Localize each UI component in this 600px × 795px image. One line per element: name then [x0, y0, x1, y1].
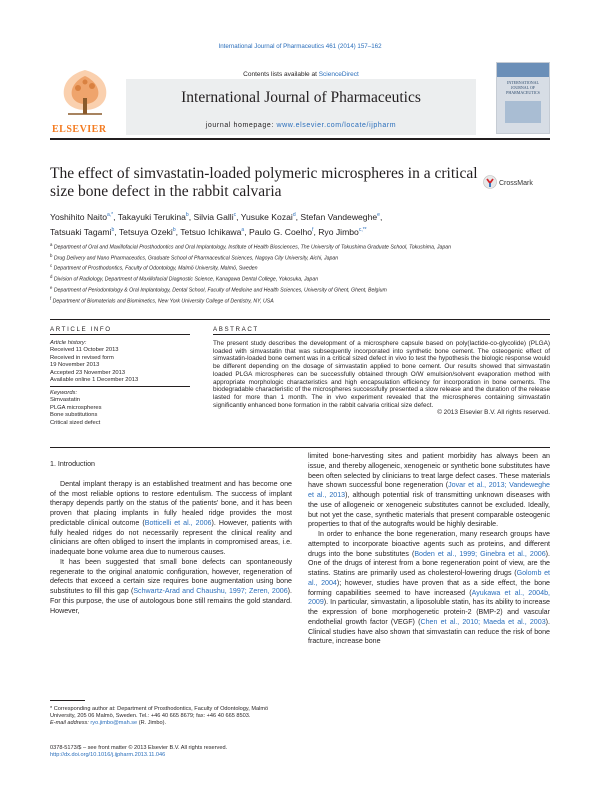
- affiliations: [50, 241, 550, 305]
- affiliation-item: [50, 273, 550, 284]
- contents-prefix: Contents lists available at: [243, 71, 317, 78]
- affiliation-item: [50, 262, 550, 273]
- crossmark-badge[interactable]: [483, 174, 543, 190]
- section-heading-introduction: 1. Introduction: [50, 460, 95, 468]
- journal-cover-thumbnail: [496, 62, 550, 134]
- citation-link[interactable]: Ayukawa et al., 2004b, 2009: [308, 588, 550, 607]
- author-affiliation-mark[interactable]: b: [111, 226, 115, 233]
- history-item: Available online 1 December 2013: [50, 377, 139, 384]
- affiliation-item: [50, 284, 550, 295]
- author-affiliation-mark[interactable]: a: [241, 226, 245, 233]
- affiliation-item: [50, 295, 550, 306]
- info-divider: [50, 386, 190, 387]
- article-history-label: Article history:: [50, 340, 87, 346]
- author-affiliation-mark[interactable]: b: [185, 212, 189, 218]
- body-left-column: [50, 460, 292, 616]
- citation-link[interactable]: Schwartz-Arad and Chaushu, 1997; Zeren, 2006: [133, 587, 288, 595]
- sciencedirect-link[interactable]: ScienceDirect: [318, 71, 359, 78]
- intro-paragraph-1: Dental implant therapy is an established treatment and has become one of the most reliable options to restore edentulism. The success of implant therapy depends partly on the status of the patients' bone, and it has been proven that placing implants in fully healed ridge provides the most predictable clinical outcome (Botticelli et al., 2006). However, patients with fully healed ridges do not necessarily represent the clinical reality and clinicians are often obliged to insert the implants in compromised areas, i.e. inadequate bone volume area due to numerous causes.: [50, 479, 292, 556]
- homepage-link[interactable]: www.elsevier.com/locate/ijpharm: [276, 122, 397, 129]
- journal-header: [50, 58, 550, 136]
- citation-link[interactable]: Botticelli et al., 2006: [144, 518, 212, 527]
- author-name: Yoshihito Naito: [50, 211, 108, 222]
- author-name: Silvia Galli: [193, 211, 234, 222]
- history-item: Accepted 23 November 2013: [50, 369, 126, 376]
- email-link[interactable]: ryo.jimbo@mah.se: [90, 720, 138, 727]
- journal-title: International Journal of Pharmaceutics: [181, 89, 421, 106]
- keyword-item: Simvastatin: [50, 397, 80, 404]
- affiliation-label: a: [50, 242, 53, 247]
- email-suffix: (R. Jimbo).: [138, 720, 167, 727]
- journal-masthead: [126, 58, 476, 134]
- doi-link[interactable]: http://dx.doi.org/10.1016/j.ijpharm.2013.11.046: [50, 752, 166, 759]
- abstract-heading: ABSTRACT: [213, 326, 259, 333]
- author-affiliation-mark[interactable]: b: [172, 226, 176, 233]
- history-item: 19 November 2013: [50, 362, 100, 369]
- intro-paragraph-4: In order to enhance the bone regeneration, many research groups have attempted to incorporate bioactive agents such as proteins, and different drugs into the bone substitutes (Boden et al., 1999; Ginebra et al., 2006). One of the drugs of interest from a bone regeneration point of view, are the statins. Statins are primarily used as cholesterol-lowering drugs (Golomb et al., 2004); however, studies have proven that as a side effect, the bone forming capabilities seemed to have increased (Ayukawa et al., 2004b, 2009). In particular, simvastatin, a liposoluble statin, has its ability to increase the expression of bone morphogenetic protein-2 (BMP-2) and vascular endothelial growth factor (VEGF) (Chen et al., 2010; Maeda et al., 2003). Clinical studies have also shown that simvastatin can reduce the risk of bone fracture, increase bone: [308, 530, 550, 646]
- header-rule: [50, 138, 550, 140]
- author-name: Stefan Vandeweghe: [300, 211, 378, 222]
- keyword-item: PLGA microspheres: [50, 404, 102, 411]
- intro-paragraph-2: It has been suggested that small bone defects can spontaneously regenerate to the original anatomic configuration, however, regeneration of defects that exceed a certain size requires bone augmentation using bone substitutes to fill this gap (Schwartz-Arad and Chaushu, 1997; Zeren, 2006). For this purpose, the use of autologous bone still remains the gold standard. However,: [50, 557, 292, 615]
- citation-link[interactable]: Chen et al., 2010; Maeda et al., 2003: [420, 617, 546, 626]
- author-affiliation-mark[interactable]: d: [292, 212, 296, 218]
- affiliation-text: Department of Periodontology & Oral Implantology, Dental School, Faculty of Medicine and Health Sciences, University of Ghent, Ghent, Belgium: [52, 287, 387, 294]
- citation-link[interactable]: Boden et al., 1999; Ginebra et al., 2006: [414, 549, 546, 558]
- affiliation-text: Drug Delivery and Nano Pharmaceutics, Graduate School of Pharmaceutical Sciences, Nagoya City University, Aichi, Japan: [52, 255, 339, 262]
- keywords-label: Keywords:: [50, 389, 78, 396]
- cover-title: INTERNATIONAL JOURNAL OF PHARMACEUTICS: [506, 80, 540, 95]
- author-affiliation-mark[interactable]: c: [233, 212, 237, 218]
- article-history: [50, 347, 190, 384]
- article-info: [50, 340, 190, 427]
- elsevier-tree-logo: [50, 62, 120, 135]
- keyword-item: Bone substitutions: [50, 412, 98, 419]
- author-name: Tetsuya Ozeki: [118, 226, 173, 237]
- affiliation-text: Division of Radiology, Department of Maxillofacial Diagnostic Science, Kanagawa Dental College, Yokosuka, Japan: [52, 276, 319, 283]
- abstract-end-rule: [50, 447, 550, 448]
- article-title-line-2: size bone defect in the rabbit calvaria: [50, 183, 282, 200]
- email-label: E-mail address:: [50, 720, 89, 727]
- author-affiliation-mark[interactable]: e: [377, 212, 380, 218]
- body-right-column: [308, 452, 550, 647]
- article-title: [50, 165, 480, 201]
- article-info-heading: ARTICLE INFO: [50, 326, 112, 333]
- affiliation-item: [50, 252, 550, 263]
- affiliation-label: d: [50, 274, 53, 280]
- author-name: Paulo G. Coelho: [248, 226, 313, 237]
- author-name: Yusuke Kozai: [240, 211, 293, 222]
- affiliation-label: f: [50, 295, 52, 301]
- info-heading-rule: [50, 334, 190, 335]
- journal-citation: International Journal of Pharmaceutics 461 (2014) 157–162: [218, 43, 382, 50]
- abstract-heading-rule: [213, 334, 550, 335]
- abstract-copyright: © 2013 Elsevier B.V. All rights reserved.: [437, 409, 550, 417]
- affiliation-label: c: [50, 263, 53, 269]
- author-name: Tetsuo Ichikawa: [180, 226, 242, 237]
- article-identifiers: [50, 745, 350, 759]
- history-item: Received 11 October 2013: [50, 347, 119, 354]
- issn-line: 0378-5173/$ – see front matter © 2013 Elsevier B.V. All rights reserved.: [50, 745, 228, 751]
- affiliation-label: e: [50, 284, 53, 290]
- author-name: Ryo Jimbo: [318, 226, 359, 237]
- author-line-1: Yoshihito Naito$^{a,*}$, Takayuki Terukina$^b$, Silvia Galli$^c$, Yusuke Kozai$^d$, Stefan Vandeweghe$^e$,: [50, 211, 383, 222]
- journal-homepage-line: [126, 122, 476, 129]
- affiliation-rule: [50, 319, 550, 320]
- author-affiliation-mark[interactable]: c,**: [358, 226, 367, 233]
- affiliation-text: Department of Prosthodontics, Faculty of Odontology, Malmö University, Malmö, Sweden: [52, 266, 258, 273]
- affiliation-label: b: [50, 252, 53, 258]
- author-line-2: Tatsuaki Tagami$^b$, Tetsuya Ozeki$^b$, Tetsuo Ichikawa$^a$, Paulo G. Coelho$^f$, Ryo Jimbo$^{c,**}$: [50, 226, 367, 237]
- crossmark-label: CrossMark: [499, 180, 533, 187]
- article-title-line-1: The effect of simvastatin-loaded polymeric microspheres in a critical: [50, 165, 478, 182]
- corresponding-author-text: * Corresponding author at: Department of Prosthodontics, Faculty of Odontology, Malmö University, 205 06 Malmö, Sweden. Tel.: +46 40 665 8679; fax: +46 40 665 8503.: [50, 706, 269, 720]
- affiliation-item: [50, 241, 550, 252]
- footnote-rule: [50, 700, 85, 701]
- affiliation-text: Department of Oral and Maxillofacial Prosthodontics and Oral Implantology, Institute of Health Biosciences, The University of Tokushima Graduate School, Tokushima, Japan: [52, 244, 451, 251]
- history-item: Received in revised form: [50, 354, 114, 361]
- keywords-list: [50, 397, 190, 427]
- citation-link[interactable]: Golomb et al., 2004: [308, 569, 550, 587]
- abstract-body: [213, 340, 550, 417]
- keyword-item: Critical sized defect: [50, 419, 101, 426]
- author-name: Takayuki Terukina: [117, 211, 186, 222]
- homepage-label: journal homepage:: [205, 122, 274, 129]
- corresponding-author-footnote: [50, 706, 292, 728]
- citation-link[interactable]: Jovar et al., 2013; Vandeweghe et al., 2013: [308, 481, 550, 499]
- elsevier-wordmark: ELSEVIER: [52, 124, 107, 135]
- affiliation-text: Department of Biomaterials and Biomimetics, New York University College of Dentistry, NY, USA: [51, 298, 274, 305]
- author-affiliation-mark[interactable]: f: [312, 226, 314, 233]
- abstract-text: The present study describes the development of a microsphere capsule based on poly(lactide-co-glycolide) (PLGA) loaded with simvastatin that was subsequently incorporated into synthetic bone cement. The osteogenic effect of simvastatin-loaded bone cement was in a critical sized defect in vivo to test the hypothesis the biologic response would be different depending on the dosage of simvastatin applied to bone cement. Our results showed that simvastatin loaded PLGA microspheres can be successfully obtained through O/W emulsion/solvent evaporation method with appropriate morphologic characteristics and high encapsulation efficiency for incorporation in bone cements. The biodegradable characteristic of the microspheres successfully presented a slow release and the duration of the release lasted for more than 1 month. The in vivo experiment revealed that the microspheres containing simvastatin significantly enhanced bone formation in the rabbit calvaria critical size defect.: [213, 340, 550, 409]
- author-name: Tatsuaki Tagami: [50, 226, 112, 237]
- author-list: [50, 209, 550, 239]
- contents-available-line: [126, 71, 476, 78]
- email-line: [50, 720, 292, 727]
- author-affiliation-mark[interactable]: a,*: [107, 212, 114, 218]
- intro-paragraph-3: limited bone-harvesting sites and patient morbidity has always been an issue, and thereby allogeneic, xenogeneic or synthetic bone substitutes have been often selected by clinicians to treat large defect cases. These materials have shown successful bone regeneration (Jovar et al., 2013; Vandeweghe et al., 2013), although potential risk of transmitting unknown diseases with the use of allogeneic or xenogeneic substitutes cannot be excluded. Ideally, but not yet the case, synthetic materials that present comparable osteogenic properties to that of the autografts would be highly desirable.: [308, 452, 550, 529]
- crossmark-icon: [483, 174, 543, 190]
